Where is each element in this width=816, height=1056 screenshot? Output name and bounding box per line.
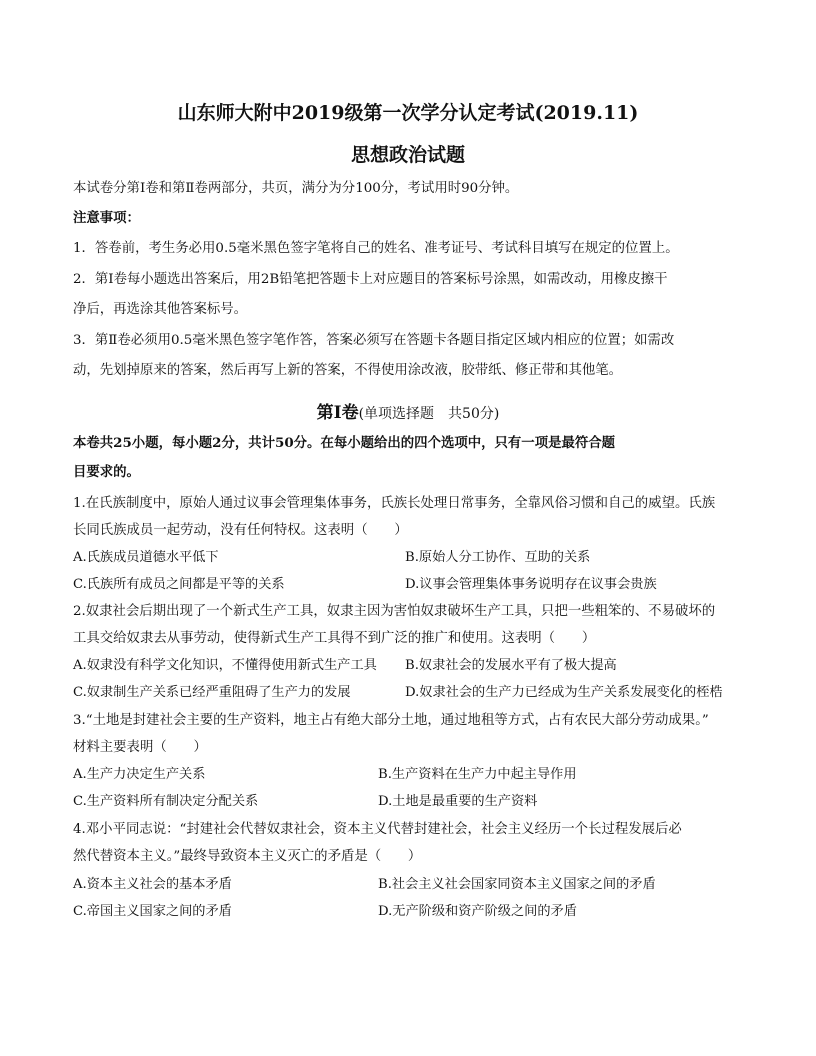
exam-subtitle: 思想政治试题	[350, 144, 465, 166]
question-4-stem: 然代替资本主义。”最终导致资本主义灭亡的矛盾是（ ）	[73, 849, 422, 864]
section-heading	[0, 398, 816, 423]
question-3-stem: 3.“土地是封建社会主要的生产资料，地主占有绝大部分土地，通过地租等方式，占有农民大部分劳动成果。”	[73, 713, 709, 728]
notice-line: 净后，再选涂其他答案标号。	[73, 302, 248, 317]
question-4-option-b: B.社会主义社会国家同资本主义国家之间的矛盾	[378, 877, 656, 892]
question-1-option-c: C.氏族所有成员之间都是平等的关系	[73, 577, 285, 592]
question-4-stem: 4.邓小平同志说：“封建社会代替奴隶社会，资本主义代替封建社会，社会主义经历一个长过程发展后必	[73, 822, 682, 837]
question-3-option-d: D.土地是最重要的生产资料	[378, 794, 538, 809]
question-4-option-d: D.无产阶级和资产阶级之间的矛盾	[378, 904, 577, 919]
question-1-option-d: D.议事会管理集体事务说明存在议事会贵族	[405, 577, 657, 592]
question-1-stem: 1.在氏族制度中，原始人通过议事会管理集体事务，氏族长处理日常事务，全靠风俗习惯和自己的威望。氏族	[73, 496, 716, 511]
exam-title: 山东师大附中2019级第一次学分认定考试(2019.11)	[177, 102, 639, 124]
exam-intro: 本试卷分第Ⅰ卷和第Ⅱ卷两部分，共页，满分为分100分，考试用时90分钟。	[73, 181, 519, 196]
notice-heading: 注意事项：	[73, 210, 140, 226]
question-3-option-a: A.生产力决定生产关系	[73, 767, 206, 782]
question-4-option-c: C.帝国主义国家之间的矛盾	[73, 904, 232, 919]
question-3-option-c: C.生产资料所有制决定分配关系	[73, 794, 259, 809]
notice-line: 3．第Ⅱ卷必须用0.5毫米黑色签字笔作答，答案必须写在答题卡各题目指定区域内相应的位置；如需改	[73, 333, 675, 348]
question-1-stem: 长同氏族成员一起劳动，没有任何特权。这表明（ ）	[73, 523, 408, 538]
notice-line: 动，先划掉原来的答案，然后再写上新的答案，不得使用涂改液，胶带纸、修正带和其他笔。	[73, 363, 623, 378]
question-3-option-b: B.生产资料在生产力中起主导作用	[378, 767, 577, 782]
question-2-option-d: D.奴隶社会的生产力已经成为生产关系发展变化的桎梏	[405, 685, 723, 700]
notice-line: 2．第Ⅰ卷每小题选出答案后，用2B铅笔把答题卡上对应题目的答案标号涂黑，如需改动，用橡皮擦干	[73, 272, 668, 287]
question-2-option-b: B.奴隶社会的发展水平有了极大提高	[405, 658, 617, 673]
instruction-line: 本卷共25小题，每小题2分，共计50分。在每小题给出的四个选项中，只有一项是最符合题	[73, 435, 616, 451]
notice-line: 1．答卷前，考生务必用0.5毫米黑色签字笔将自己的姓名、准考证号、考试科目填写在规定的位置上。	[73, 241, 679, 256]
instruction-line: 目要求的。	[73, 464, 140, 480]
question-3-stem: 材料主要表明（ ）	[73, 740, 207, 755]
question-4-option-a: A.资本主义社会的基本矛盾	[73, 877, 232, 892]
section-main: 第Ⅰ卷	[316, 403, 359, 423]
question-1-option-b: B.原始人分工协作、互助的关系	[405, 550, 591, 565]
question-1-option-a: A.氏族成员道德水平低下	[73, 550, 219, 565]
question-2-stem: 2.奴隶社会后期出现了一个新式生产工具，奴隶主因为害怕奴隶破坏生产工具，只把一些粗笨的、不易破坏的	[73, 604, 716, 619]
question-2-stem: 工具交给奴隶去从事劳动，使得新式生产工具得不到广泛的推广和使用。这表明（ ）	[73, 631, 596, 646]
section-sub: (单项选择题 共50分)	[358, 406, 500, 422]
question-2-option-c: C.奴隶制生产关系已经严重阻碍了生产力的发展	[73, 685, 351, 700]
question-2-option-a: A.奴隶没有科学文化知识，不懂得使用新式生产工具	[73, 658, 377, 673]
